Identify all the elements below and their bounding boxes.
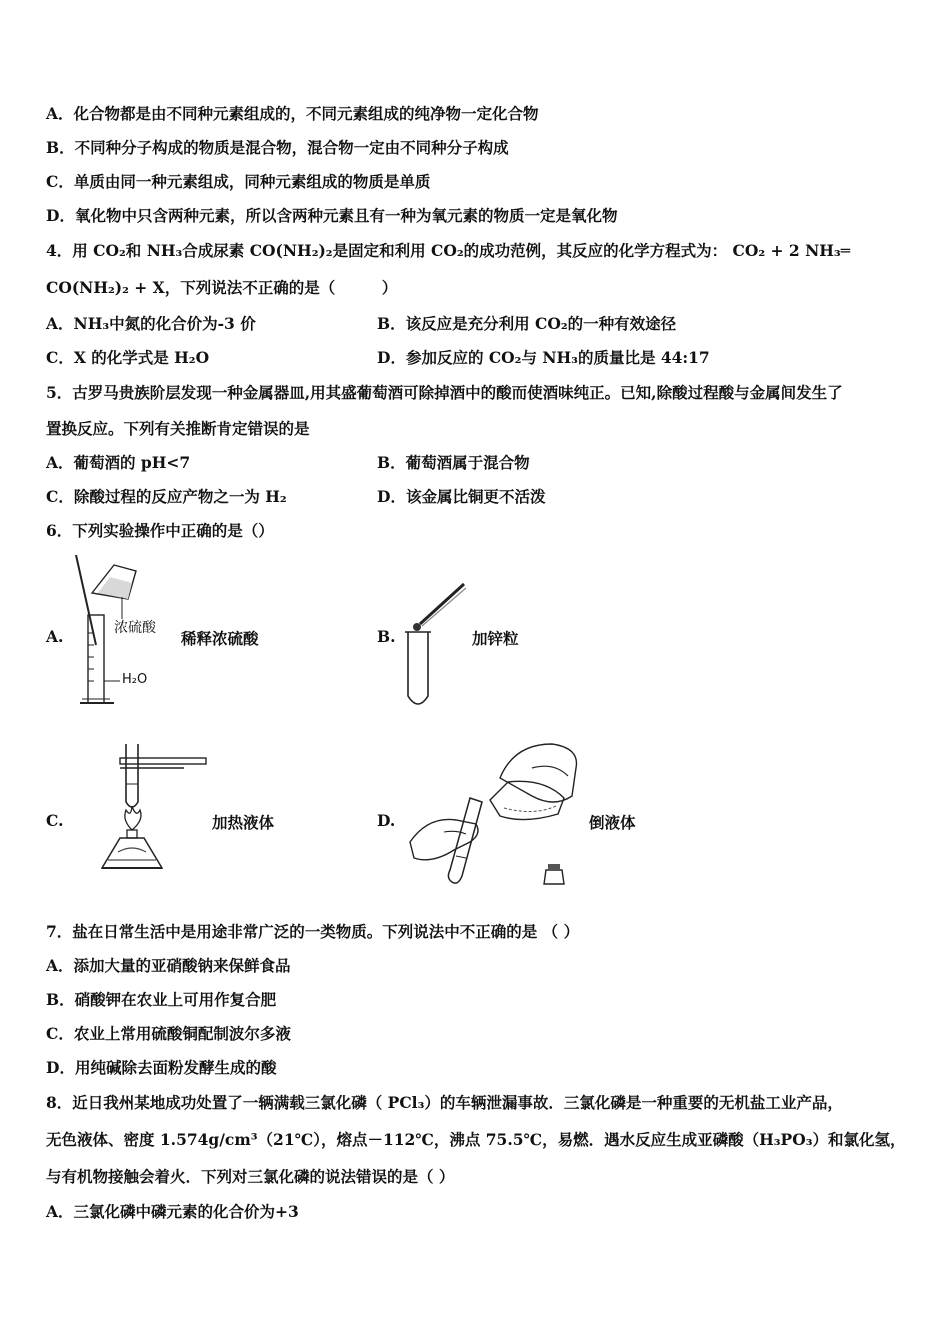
- q3-option-a: A．化合物都是由不同种元素组成的，不同元素组成的纯净物一定化合物: [46, 104, 539, 123]
- q4-stem-line2: CO(NH₂)₂ + X，下列说法不正确的是（ ）: [46, 278, 398, 297]
- q7-stem: 7．盐在日常生活中是用途非常广泛的一类物质。下列说法中不正确的是 （ ）: [46, 922, 580, 941]
- q6-option-d-letter: D.: [377, 811, 396, 830]
- q3-option-d: D．氧化物中只含两种元素，所以含两种元素且有一种为氧元素的物质一定是氧化物: [46, 206, 618, 225]
- q5-stem-line2: 置换反应。下列有关推断肯定错误的是: [46, 419, 310, 438]
- q6-option-b-letter: B.: [377, 627, 396, 646]
- q5-option-a: A．葡萄酒的 pH<7: [46, 453, 191, 472]
- q6-option-a-letter: A.: [46, 627, 64, 646]
- q4-option-a: A．NH₃中氮的化合价为-3 价: [46, 314, 256, 333]
- q6-option-a-caption: 稀释浓硫酸: [181, 629, 259, 648]
- q4-stem-line1: 4．用 CO₂和 NH₃合成尿素 CO(NH₂)₂是固定和利用 CO₂的成功范例，其反应的化学方程式为： CO₂ + 2 NH₃═: [46, 241, 851, 260]
- heat-liquid-figure: [98, 740, 210, 890]
- q8-stem-line1: 8．近日我州某地成功处置了一辆满载三氯化磷（ PCl₃）的车辆泄漏事故．三氯化磷是一种重要的无机盐工业产品，: [46, 1093, 843, 1112]
- q5-stem-line1: 5．古罗马贵族阶层发现一种金属器皿,用其盛葡萄酒可除掉酒中的酸而使酒味纯正。已知,除酸过程酸与金属间发生了: [46, 383, 843, 402]
- water-label: H₂O: [122, 672, 148, 687]
- q6-stem: 6．下列实验操作中正确的是（）: [46, 521, 274, 540]
- q5-option-d: D．该金属比铜更不活泼: [377, 487, 546, 506]
- add-zinc-figure: [400, 578, 475, 713]
- q6-option-c-letter: C.: [46, 811, 64, 830]
- q4-option-c: C．X 的化学式是 H₂O: [46, 348, 210, 367]
- q5-option-b: B．葡萄酒属于混合物: [377, 453, 530, 472]
- q7-option-b: B．硝酸钾在农业上可用作复合肥: [46, 990, 277, 1009]
- q6-option-b-caption: 加锌粒: [472, 629, 519, 648]
- q7-option-c: C．农业上常用硫酸铜配制波尔多液: [46, 1024, 291, 1043]
- q3-option-b: B．不同种分子构成的物质是混合物，混合物一定由不同种分子构成: [46, 138, 509, 157]
- pour-liquid-figure: [404, 738, 586, 890]
- q8-stem-line3: 与有机物接触会着火．下列对三氯化磷的说法错误的是（ ）: [46, 1167, 455, 1186]
- q6-option-d-caption: 倒液体: [589, 813, 636, 832]
- q8-stem-line2: 无色液体、密度 1.574g/cm³（21℃），熔点－112℃，沸点 75.5℃，易燃．遇水反应生成亚磷酸（H₃PO₃）和氯化氢，: [46, 1130, 906, 1149]
- q4-option-d: D．参加反应的 CO₂与 NH₃的质量比是 44:17: [377, 348, 710, 367]
- q7-option-a: A．添加大量的亚硝酸钠来保鲜食品: [46, 956, 291, 975]
- q7-option-d: D．用纯碱除去面粉发酵生成的酸: [46, 1058, 277, 1077]
- q4-option-b: B．该反应是充分利用 CO₂的一种有效途径: [377, 314, 677, 333]
- acid-label: 浓硫酸: [114, 620, 156, 636]
- q3-option-c: C．单质由同一种元素组成，同种元素组成的物质是单质: [46, 172, 431, 191]
- q8-option-a: A．三氯化磷中磷元素的化合价为+3: [46, 1202, 299, 1221]
- q5-option-c: C．除酸过程的反应产物之一为 H₂: [46, 487, 287, 506]
- q6-option-c-caption: 加热液体: [212, 813, 275, 832]
